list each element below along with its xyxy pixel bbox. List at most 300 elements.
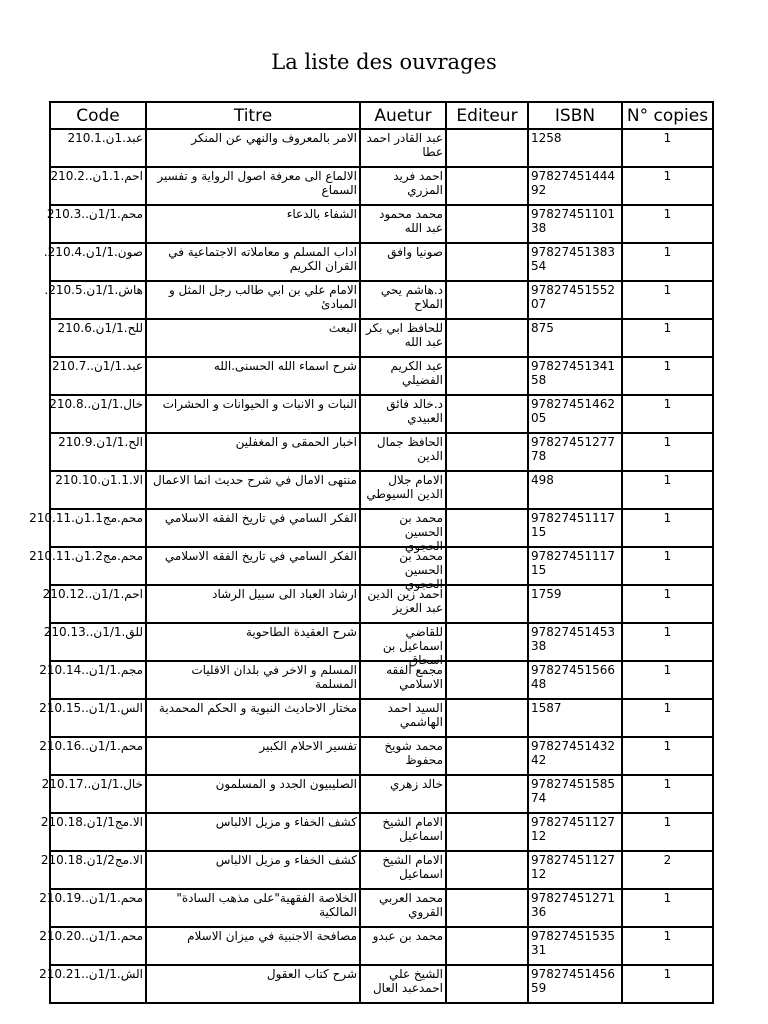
table-row — [50, 699, 713, 737]
copies-cell — [622, 547, 713, 585]
code-cell — [29, 509, 146, 547]
code-cell — [50, 129, 146, 167]
author-cell-text: السيد احمد الهاشمي — [387, 701, 443, 729]
title-cell-text: النبات و الانبات و الحيوانات و الحشرات — [162, 397, 357, 411]
author-cell — [360, 813, 446, 851]
editor-cell — [446, 585, 528, 623]
editor-cell — [446, 661, 528, 699]
author-cell — [360, 585, 446, 623]
isbn-cell — [528, 357, 622, 395]
author-cell — [360, 395, 446, 433]
author-cell-text: محمد محمود عبد الله — [379, 207, 443, 235]
code-cell — [46, 205, 146, 243]
title-cell-text: اخبار الحمقى و المغفلين — [235, 435, 357, 449]
title-cell-text: الخلاصة الفقهية"على مذهب السادة" المالكية — [176, 891, 357, 919]
isbn-cell — [528, 205, 622, 243]
column-header-code: Code — [50, 102, 146, 129]
isbn-cell — [528, 965, 622, 1003]
copies-cell-text: 1 — [663, 929, 672, 943]
editor-cell — [446, 699, 528, 737]
title-cell — [146, 395, 360, 433]
copies-cell — [622, 699, 713, 737]
table-row — [50, 357, 713, 395]
copies-cell-text: 1 — [663, 131, 672, 145]
title-cell-text: مصافحة الاجنبية في ميزان الاسلام — [187, 929, 357, 943]
editor-cell — [446, 965, 528, 1003]
editor-cell — [446, 737, 528, 775]
title-cell-text: كشف الخفاء و مزيل الالباس — [215, 815, 357, 829]
editor-cell-text — [449, 663, 525, 698]
title-cell-text: الامام علي بن ابي طالب رجل المثل و المبادئ — [168, 283, 357, 311]
copies-cell-text: 1 — [663, 549, 672, 563]
title-cell-text: شرح العقيدة الطاحوية — [246, 625, 357, 639]
editor-cell-text — [449, 245, 525, 280]
author-cell — [360, 851, 446, 889]
title-cell-text: المسلم و الاخر في بلدان الاقليات المسلمة — [191, 663, 357, 691]
isbn-cell-text: 498 — [531, 473, 554, 487]
editor-cell-text — [449, 511, 525, 546]
isbn-cell — [528, 889, 622, 927]
copies-cell — [622, 357, 713, 395]
copies-cell — [622, 433, 713, 471]
page-title: La liste des ouvrages — [271, 50, 497, 74]
isbn-cell-text: 9782745153531 — [531, 929, 615, 957]
table-row — [50, 623, 713, 661]
isbn-cell — [528, 167, 622, 205]
isbn-cell-text: 9782745138354 — [531, 245, 615, 273]
title-cell — [146, 661, 360, 699]
copies-cell — [622, 775, 713, 813]
title-cell — [146, 129, 360, 167]
editor-cell — [446, 471, 528, 509]
author-cell — [360, 623, 446, 667]
isbn-cell-text: 1759 — [531, 587, 562, 601]
copies-cell — [622, 319, 713, 357]
author-cell-text: محمد بن عبدو — [372, 929, 443, 943]
author-cell-text: محمد شويخ محفوظ — [384, 739, 443, 767]
title-cell-text: الشفاء بالدعاء — [286, 207, 357, 221]
author-cell — [360, 357, 446, 395]
code-cell — [44, 281, 146, 319]
author-cell — [360, 699, 446, 737]
copies-cell-text: 1 — [663, 701, 672, 715]
author-cell-text: الحافظ جمال الدين — [376, 435, 443, 463]
title-cell-text: كشف الخفاء و مزيل الالباس — [215, 853, 357, 867]
copies-cell-text: 1 — [663, 891, 672, 905]
code-cell — [43, 243, 146, 281]
author-cell — [360, 889, 446, 927]
code-cell-text: الا.مج1/2ن.210.18 — [40, 853, 143, 867]
isbn-cell-text: 1258 — [531, 131, 562, 145]
copies-cell — [622, 129, 713, 167]
author-cell — [360, 965, 446, 1003]
author-cell — [360, 319, 446, 357]
author-cell-text: محمد بن الحسين الحجوي — [399, 549, 443, 591]
editor-cell — [446, 129, 528, 167]
author-cell — [360, 243, 446, 281]
isbn-cell-text: 875 — [531, 321, 554, 335]
author-cell-text: للقاضي اسماعيل بن اسحاق — [382, 625, 443, 667]
title-cell — [146, 813, 360, 851]
title-cell — [146, 927, 360, 965]
code-cell — [39, 889, 146, 927]
column-header-copies: N° copies — [622, 102, 713, 129]
table-row — [50, 243, 713, 281]
title-cell — [146, 509, 360, 547]
editor-cell-text — [449, 967, 525, 1002]
editor-cell — [446, 281, 528, 319]
author-cell — [360, 737, 446, 775]
copies-cell-text: 1 — [663, 739, 672, 753]
title-cell — [146, 281, 360, 319]
editor-cell-text — [449, 587, 525, 622]
isbn-cell — [528, 813, 622, 851]
title-cell-text: شرح كتاب العقول — [266, 967, 357, 981]
title-cell-text: الصليبيون الجدد و المسلمون — [215, 777, 357, 791]
author-cell — [360, 167, 446, 205]
copies-cell-text: 1 — [663, 663, 672, 677]
copies-cell — [622, 509, 713, 547]
copies-cell — [622, 889, 713, 927]
books-table — [29, 101, 714, 1004]
editor-cell — [446, 167, 528, 205]
editor-cell-text — [449, 435, 525, 470]
editor-cell-text — [449, 549, 525, 584]
isbn-cell — [528, 129, 622, 167]
table-header-row — [50, 102, 713, 129]
code-cell-text: الس.1/1ن..210.15 — [39, 701, 143, 715]
author-cell-text: محمد بن الحسين الحجوي — [399, 511, 443, 553]
table-row — [50, 167, 713, 205]
code-cell — [42, 585, 146, 623]
code-cell-text: الا.مج1/1ن.210.18 — [40, 815, 143, 829]
title-cell-text: منتهى الامال في شرح حديث انما الاعمال — [153, 473, 357, 487]
author-cell — [360, 471, 446, 509]
title-cell — [146, 623, 360, 661]
editor-cell — [446, 395, 528, 433]
isbn-cell — [528, 699, 622, 737]
editor-cell-text — [449, 207, 525, 242]
editor-cell-text — [449, 777, 525, 812]
editor-cell — [446, 927, 528, 965]
code-cell-text: للح.1/1ن.210.6 — [57, 321, 143, 335]
table-row — [50, 319, 713, 357]
isbn-cell-text: 9782745146205 — [531, 397, 615, 425]
author-cell-text: الشيخ علي احمدعبد العال — [372, 967, 443, 995]
isbn-cell-text: 9782745145659 — [531, 967, 615, 995]
isbn-cell — [528, 661, 622, 699]
isbn-cell — [528, 851, 622, 889]
editor-cell — [446, 851, 528, 889]
author-cell-text: احمد فريد المزري — [393, 169, 443, 197]
title-cell — [146, 357, 360, 395]
copies-cell — [622, 205, 713, 243]
copies-cell-text: 1 — [663, 587, 672, 601]
title-cell-text: الفكر السامي في تاريخ الفقه الاسلامي — [164, 511, 357, 525]
author-cell — [360, 509, 446, 553]
editor-cell — [446, 319, 528, 357]
column-header-isbn: ISBN — [528, 102, 622, 129]
code-cell-text: احم.1/1ن..210.12 — [42, 587, 143, 601]
author-cell-text: د.خالد فائق العبيدي — [386, 397, 443, 425]
code-cell — [50, 471, 146, 509]
copies-cell — [622, 585, 713, 623]
code-cell — [39, 927, 146, 965]
code-cell-text: محم.مج1.1ن.210.11 — [29, 511, 143, 525]
author-cell-text: عبد القادر احمد عطا — [366, 131, 443, 159]
code-cell-text: محم.1/1ن..210.20 — [39, 929, 143, 943]
isbn-cell — [528, 775, 622, 813]
editor-cell-text — [449, 891, 525, 926]
copies-cell-text: 1 — [663, 207, 672, 221]
column-header-titre: Titre — [146, 102, 360, 129]
editor-cell-text — [449, 815, 525, 850]
code-cell-text: الا.1.1ن.210.10 — [55, 473, 143, 487]
editor-cell — [446, 813, 528, 851]
author-cell-text: الامام جلال الدين السيوطي — [366, 473, 443, 501]
editor-cell — [446, 205, 528, 243]
table-row — [50, 471, 713, 509]
isbn-cell — [528, 281, 622, 319]
copies-cell — [622, 927, 713, 965]
code-cell-text: محم.مج1.2ن.210.11 — [29, 549, 143, 563]
editor-cell-text — [449, 397, 525, 432]
editor-cell-text — [449, 131, 525, 166]
editor-cell-text — [449, 625, 525, 660]
table-row — [50, 661, 713, 699]
author-cell-text: الامام الشيخ اسماعيل — [382, 815, 443, 843]
author-cell — [360, 281, 446, 319]
code-cell — [39, 737, 146, 775]
code-cell-text: للق.1/1ن..210.13 — [43, 625, 143, 639]
title-cell — [146, 737, 360, 775]
title-cell-text: البعث — [328, 321, 357, 335]
copies-cell-text: 1 — [663, 777, 672, 791]
copies-cell-text: 1 — [663, 625, 672, 639]
isbn-cell — [528, 547, 622, 585]
table-row — [50, 547, 713, 585]
table-row — [50, 775, 713, 813]
copies-cell — [622, 813, 713, 851]
author-cell-text: مجمع الفقه الاسلامي — [386, 663, 443, 691]
title-cell — [146, 699, 360, 737]
isbn-cell-text: 9782745112712 — [531, 853, 615, 881]
isbn-cell-text: 1587 — [531, 701, 562, 715]
table-row — [50, 965, 713, 1003]
isbn-cell — [528, 471, 622, 509]
table-body — [29, 129, 713, 1003]
copies-cell — [622, 661, 713, 699]
copies-cell-text: 1 — [663, 245, 672, 259]
title-cell — [146, 851, 360, 889]
copies-cell-text: 1 — [663, 473, 672, 487]
author-cell — [360, 927, 446, 965]
editor-cell-text — [449, 701, 525, 736]
isbn-cell — [528, 585, 622, 623]
isbn-cell — [528, 395, 622, 433]
copies-cell-text: 1 — [663, 815, 672, 829]
code-cell-text: احم.1.1ن..210.2 — [50, 169, 143, 183]
isbn-cell — [528, 927, 622, 965]
code-cell-text: محم.1/1ن..210.3 — [46, 207, 143, 221]
author-cell-text: الامام الشيخ اسماعيل — [382, 853, 443, 881]
code-cell-text: الش.1/1ن..210.21 — [39, 967, 143, 981]
editor-cell-text — [449, 853, 525, 888]
title-cell-text: الفكر السامي في تاريخ الفقه الاسلامي — [164, 549, 357, 563]
table-row — [50, 205, 713, 243]
code-cell-text: محم.1/1ن..210.19 — [39, 891, 143, 905]
table-row — [50, 509, 713, 547]
table-row — [50, 129, 713, 167]
table-row — [50, 737, 713, 775]
copies-cell-text: 1 — [663, 321, 672, 335]
editor-cell — [446, 775, 528, 813]
copies-cell-text: 1 — [663, 169, 672, 183]
title-cell — [146, 319, 360, 357]
table-row — [50, 813, 713, 851]
title-cell-text: شرح اسماء الله الحسنى.الله — [213, 359, 357, 373]
title-cell — [146, 889, 360, 927]
copies-cell-text: 1 — [663, 359, 672, 373]
isbn-cell-text: 9782745127136 — [531, 891, 615, 919]
code-cell-text: عبد.1ن.210.1 — [67, 131, 143, 145]
code-cell — [39, 699, 146, 737]
copies-cell — [622, 471, 713, 509]
copies-cell — [622, 623, 713, 661]
column-header-editeur: Editeur — [446, 102, 528, 129]
copies-cell-text: 1 — [663, 511, 672, 525]
isbn-cell-text: 9782745143242 — [531, 739, 615, 767]
isbn-cell-text: 9782745134158 — [531, 359, 615, 387]
author-cell — [360, 129, 446, 167]
isbn-cell — [528, 243, 622, 281]
isbn-cell-text: 9782745110138 — [531, 207, 615, 235]
title-cell — [146, 205, 360, 243]
table-row — [50, 927, 713, 965]
title-cell — [146, 243, 360, 281]
author-cell-text: صونيا وافق — [387, 245, 443, 259]
editor-cell — [446, 547, 528, 585]
author-cell — [360, 775, 446, 813]
title-cell — [146, 775, 360, 813]
copies-cell — [622, 167, 713, 205]
isbn-cell — [528, 623, 622, 661]
isbn-cell-text: 9782745127778 — [531, 435, 615, 463]
title-cell-text: الامر بالمعروف والنهي عن المنكر — [191, 131, 357, 145]
editor-cell-text — [449, 321, 525, 356]
code-cell — [29, 547, 146, 585]
code-cell — [43, 623, 146, 661]
author-cell — [360, 433, 446, 471]
column-header-auteur: Auetur — [360, 102, 446, 129]
copies-cell — [622, 281, 713, 319]
author-cell — [360, 205, 446, 243]
code-cell — [50, 167, 146, 205]
title-cell — [146, 167, 360, 205]
title-cell-text: اداب المسلم و معاملاته الاجتماعية في القران الكريم — [168, 245, 357, 273]
code-cell — [50, 395, 146, 433]
isbn-cell — [528, 319, 622, 357]
table-row — [50, 433, 713, 471]
isbn-cell-text: 9782745112712 — [531, 815, 615, 843]
isbn-cell-text: 9782745156648 — [531, 663, 615, 691]
code-cell — [41, 775, 146, 813]
author-cell — [360, 547, 446, 591]
editor-cell-text — [449, 359, 525, 394]
copies-cell-text: 1 — [663, 283, 672, 297]
code-cell — [50, 433, 146, 471]
author-cell-text: د.هاشم يحي الملاح — [380, 283, 443, 311]
author-cell-text: خالد زهري — [390, 777, 443, 791]
isbn-cell — [528, 509, 622, 547]
editor-cell — [446, 243, 528, 281]
editor-cell-text — [449, 739, 525, 774]
title-cell — [146, 547, 360, 585]
code-cell-text: خال.1/1ن..210.8 — [49, 397, 143, 411]
code-cell — [40, 851, 146, 889]
table-row — [50, 395, 713, 433]
isbn-cell-text: 9782745155207 — [531, 283, 615, 311]
editor-cell-text — [449, 283, 525, 318]
title-cell — [146, 471, 360, 509]
isbn-cell-text: 9782745111715 — [531, 511, 615, 539]
title-cell-text: مختار الاحاديث النبوية و الحكم المحمدية — [158, 701, 357, 715]
code-cell — [50, 319, 146, 357]
author-cell — [360, 661, 446, 699]
title-cell-text: تفسير الاحلام الكبير — [259, 739, 357, 753]
copies-cell — [622, 851, 713, 889]
isbn-cell-text: 9782745144492 — [531, 169, 615, 197]
isbn-cell-text: 9782745158574 — [531, 777, 615, 805]
editor-cell — [446, 357, 528, 395]
copies-cell — [622, 243, 713, 281]
editor-cell — [446, 433, 528, 471]
isbn-cell-text: 9782745111715 — [531, 549, 615, 577]
code-cell-text: مجم.1/1ن..210.14 — [39, 663, 143, 677]
title-cell-text: الالماع الى معرفة اصول الرواية و تفسير السماع — [157, 169, 357, 197]
isbn-cell-text: 9782745145338 — [531, 625, 615, 653]
title-cell — [146, 965, 360, 1003]
copies-cell-text: 1 — [663, 967, 672, 981]
editor-cell-text — [449, 929, 525, 964]
isbn-cell — [528, 433, 622, 471]
code-cell-text: خال.1/1ن..210.17 — [41, 777, 143, 791]
author-cell-text: عبد الكريم الفضيلي — [390, 359, 443, 387]
editor-cell-text — [449, 169, 525, 204]
code-cell-text: محم.1/1ن..210.16 — [39, 739, 143, 753]
code-cell-text: الح.1/1ن.210.9 — [58, 435, 143, 449]
table-row — [50, 889, 713, 927]
table-row — [50, 281, 713, 319]
code-cell — [40, 813, 146, 851]
code-cell — [39, 661, 146, 699]
copies-cell — [622, 737, 713, 775]
author-cell-text: محمد العربي القروي — [379, 891, 443, 919]
editor-cell-text — [449, 473, 525, 508]
editor-cell — [446, 509, 528, 547]
copies-cell-text: 1 — [663, 435, 672, 449]
title-cell — [146, 585, 360, 623]
table-row — [50, 851, 713, 889]
copies-cell-text: 1 — [663, 397, 672, 411]
code-cell — [39, 965, 146, 1003]
editor-cell — [446, 623, 528, 661]
code-cell-text: هاش.1/1ن.210.5. — [44, 283, 143, 297]
code-cell-text: صون.1/1ن.210.4. — [43, 245, 143, 259]
author-cell-text: احمد زين الدين عبد العزيز — [367, 587, 443, 615]
copies-cell — [622, 395, 713, 433]
title-cell-text: ارشاد العباد الى سبيل الرشاد — [212, 587, 357, 601]
